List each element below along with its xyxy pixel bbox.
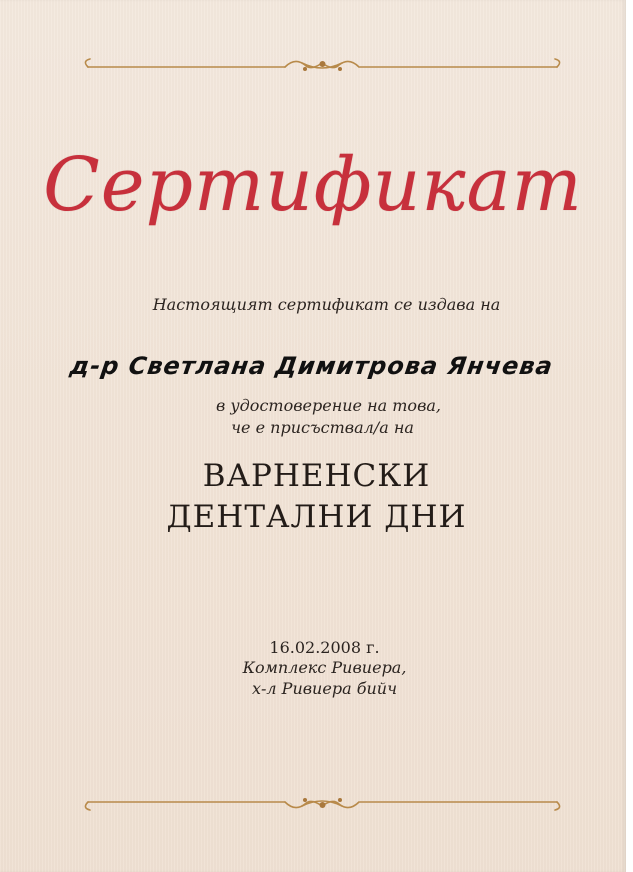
certificate-title: Сертификат [43, 142, 583, 228]
issued-to-line: Настоящият сертификат се издава на [152, 295, 501, 314]
venue-line-1: Комплекс Ривиера, [242, 658, 407, 677]
bottom-ornament-divider [80, 790, 565, 814]
attestation-line-2: че е присъствал/а на [231, 418, 414, 437]
event-name-line-2: ДЕНТАЛНИ ДНИ [166, 499, 467, 535]
event-date: 16.02.2008 г. [269, 638, 380, 657]
venue-line-2: х-л Ривиера бийч [251, 679, 398, 698]
event-name-line-1: ВАРНЕНСКИ [202, 458, 431, 494]
attestation-line-1: в удостоверение на това, [215, 396, 441, 415]
top-ornament-divider [80, 55, 565, 79]
recipient-name: д-р Светлана Димитрова Янчева [68, 352, 555, 380]
